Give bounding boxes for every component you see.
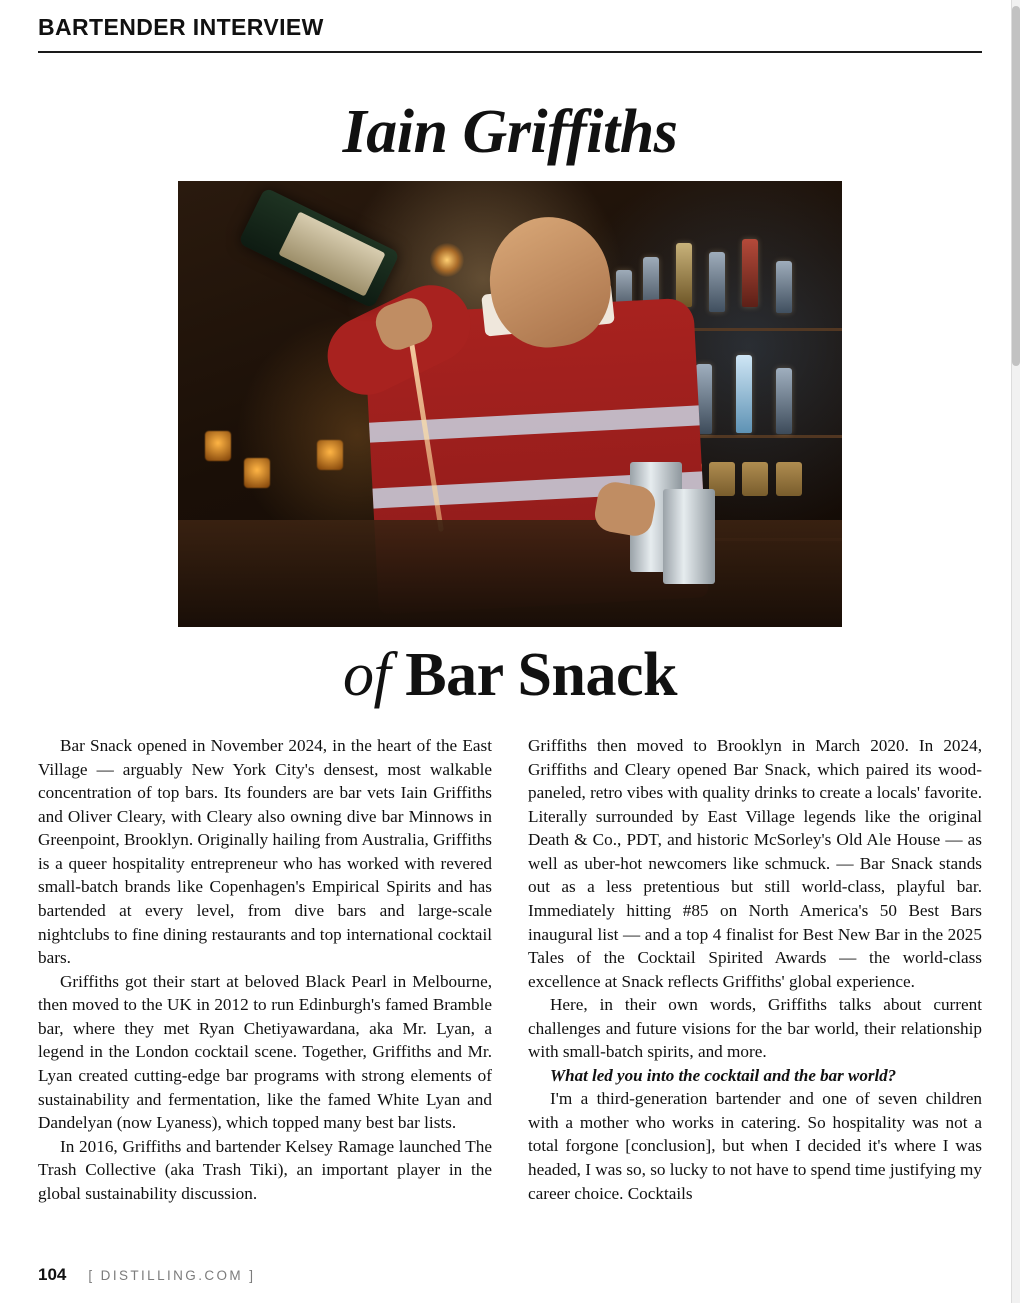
page-title-name: Iain Griffiths [342,98,678,166]
scrollbar-thumb[interactable] [1012,6,1020,366]
page-footer [38,1265,982,1285]
scrollbar-track[interactable] [1011,0,1020,1303]
page-number: 104 [38,1265,67,1284]
paragraph: Bar Snack opened in November 2024, in the heart of the East Village — arguably New York City's densest, most walkable concentration of top bars. Its founders are bar vets Iain Griffiths and Oliver Cleary, with Cleary also owning dive bar Minnows in Greenpoint, Brooklyn. Originally hailing from Australia, Griffiths is a queer hospitality entrepreneur who has worked with revered small-batch brands like Copenhagen's Empirical Spirits and has bartended at every level, from dive bars and large-scale nightclubs to fine dining restaurants and top international cocktail bars. [38,736,492,968]
paragraph: Griffiths then moved to Brooklyn in March 2020. In 2024, Griffiths and Cleary opened Bar Snack, which paired its wood-paneled, retro vibes with quality drinks to create a locals' favorite. Literally surrounded by East Village legends like the original Death & Co., PDT, and historic McSorley's Old Ale House — as well as uber-hot newcomers like schmuck. — Bar Snack stands out as a less pretentious but still world-class, playful bar. Immediately hitting #85 on North America's 50 Best Bars inaugural list — and a top 4 finalist for Best New Bar in the 2025 Tales of the Cocktail Spirited Awards — the world-class excellence at Snack reflects Griffiths' global experience. [528,736,982,991]
shelf-bottle-icon [736,355,752,433]
article-body [38,734,982,1205]
shelf-bottle-icon [776,261,792,313]
shelf-bottle-icon [676,243,692,307]
paragraph: In 2016, Griffiths and bartender Kelsey Ramage launched The Trash Collective (aka Trash Tiki), an important player in the global sustainability discussion. [38,1136,492,1203]
sweater-stripe [369,405,700,442]
paragraph: Here, in their own words, Griffiths talks about current challenges and future visions for the bar world, their relationship with small-batch spirits, and more. [528,995,982,1062]
shelf-bottle-icon [776,368,792,434]
hero-photo [178,181,842,627]
site-credit: [ DISTILLING.COM ] [88,1267,256,1283]
section-kicker: BARTENDER INTERVIEW [38,14,324,40]
interview-question: What led you into the cocktail and the bar world? [550,1065,897,1085]
shelf-jar-icon [776,462,802,496]
shelf-bottle-icon [742,239,758,307]
hero-photo-image [178,181,842,627]
candle-icon [244,458,270,488]
column-left [38,734,492,1205]
page-title-venue [38,643,982,708]
candle-icon [317,440,343,470]
section-header [38,0,982,53]
title-venue-word: Bar Snack [405,641,677,709]
mixing-tin-icon [663,489,715,584]
title-of-word: of [343,641,391,709]
paragraph: Griffiths got their start at beloved Black Pearl in Melbourne, then moved to the UK in 2012 to run Edinburgh's famed Bramble bar, where they met Ryan Chetiyawardana, aka Mr. Lyan, a legend in the London cocktail scene. Together, Griffiths and Mr. Lyan created cutting-edge bar programs with strong elements of sustainability and fermentation, like the famed White Lyan and Dandelyan (now Lyaness), which topped many best bar lists. [38,971,492,1133]
column-right [528,734,982,1205]
warm-bar-light [430,243,464,277]
interview-answer: I'm a third-generation bartender and one of seven children with a mother who works in catering. So hospitality was not a total forgone [conclusion], but when I decided it's where I was headed, I was so, so lucky to not have to spend time justifying my career choice. Cocktails [528,1089,982,1203]
shelf-bottle-icon [709,252,725,312]
candle-icon [205,431,231,461]
bar-counter [178,520,842,627]
shelf-jar-icon [742,462,768,496]
